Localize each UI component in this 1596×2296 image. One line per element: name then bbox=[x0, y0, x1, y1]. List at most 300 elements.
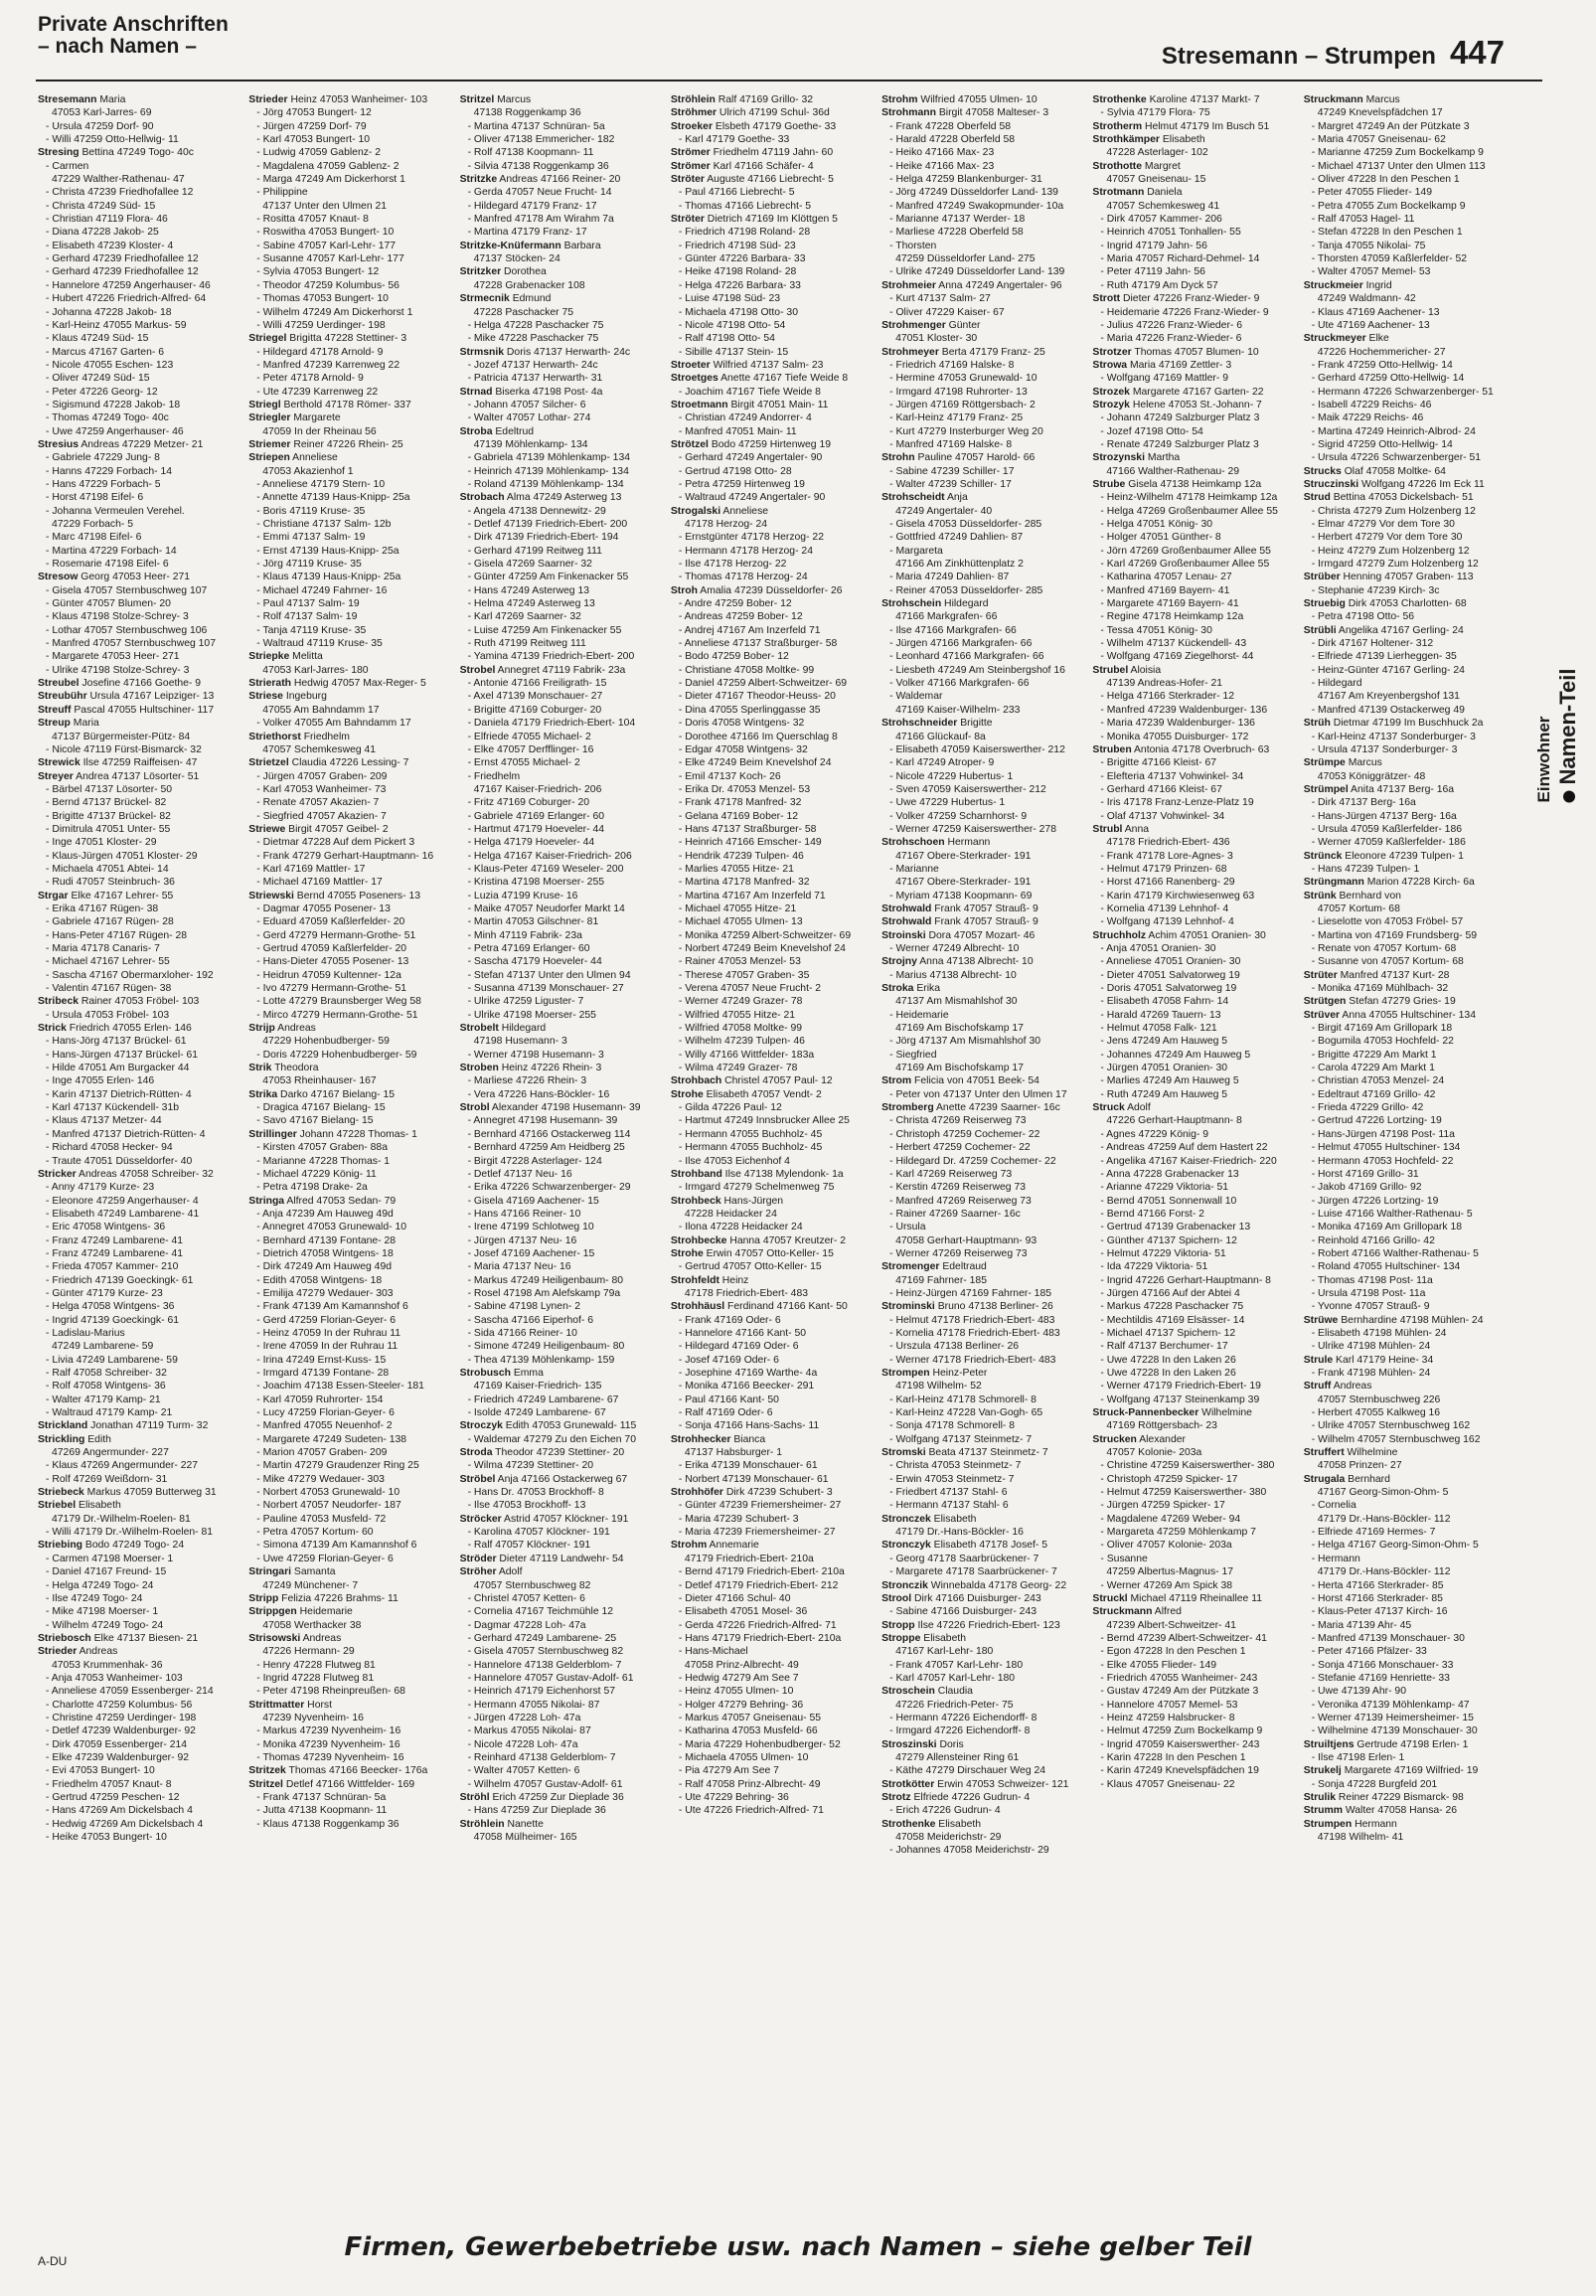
directory-entry bbox=[881, 478, 1086, 491]
entry-details: - Heinz 47059 In der Ruhrau 11 bbox=[256, 1327, 401, 1339]
entry-details: - Anneliese 47137 Straßburger- 58 bbox=[678, 638, 838, 650]
entry-details: - Helga 47179 Hoeveler- 44 bbox=[467, 837, 595, 849]
entry-details: - Magdalena 47059 Gablenz- 2 bbox=[256, 160, 399, 172]
directory-entry bbox=[881, 637, 1086, 650]
directory-entry bbox=[1092, 969, 1297, 982]
directory-entry bbox=[460, 1234, 665, 1247]
directory-entry bbox=[671, 823, 876, 836]
surname: Strohhöfer bbox=[670, 1487, 723, 1499]
entry-details: - Peter von 47137 Unter den Ulmen 17 bbox=[889, 1088, 1067, 1100]
entry-details: - Ursula 47198 Post- 11a bbox=[1311, 1287, 1426, 1299]
directory-entry bbox=[1304, 677, 1509, 690]
directory-entry bbox=[881, 1260, 1086, 1273]
entry-details: - Renate 47249 Salzburger Platz 3 bbox=[1100, 438, 1259, 450]
directory-entry bbox=[1092, 240, 1297, 252]
directory-entry bbox=[671, 1579, 876, 1592]
entry-details: - Traute 47051 Düsseldorfer- 40 bbox=[46, 1155, 193, 1167]
surname: Stringa bbox=[248, 1195, 285, 1207]
surname: Striepen bbox=[248, 452, 290, 464]
directory-entry bbox=[671, 332, 876, 345]
surname: Strietzel bbox=[248, 757, 289, 769]
directory-entry bbox=[1304, 743, 1509, 756]
directory-entry bbox=[38, 1247, 242, 1260]
directory-entry bbox=[38, 1831, 242, 1844]
directory-entry bbox=[460, 1526, 665, 1539]
directory-entry bbox=[248, 505, 453, 518]
directory-entry bbox=[248, 160, 453, 173]
directory-entry bbox=[1304, 1141, 1509, 1154]
directory-entry bbox=[460, 399, 665, 411]
directory-entry bbox=[881, 306, 1086, 319]
entry-details: - Inge 47055 Erlen- 146 bbox=[46, 1075, 155, 1087]
entry-details: - Irene 47059 In der Ruhrau 11 bbox=[256, 1341, 399, 1353]
directory-entry bbox=[1304, 796, 1509, 809]
entry-details: - Kornelia 47139 Lehnhof- 4 bbox=[1100, 902, 1229, 914]
directory-entry bbox=[1304, 173, 1509, 186]
surname: Strümpel bbox=[1303, 783, 1349, 795]
directory-entry bbox=[1092, 1565, 1297, 1578]
directory-entry bbox=[248, 1300, 453, 1313]
directory-entry bbox=[460, 1406, 665, 1419]
directory-entry bbox=[881, 1274, 1086, 1287]
entry-details: - Hannelore 47138 Gelderblom- 7 bbox=[467, 1659, 622, 1671]
entry-details: - Karolina 47057 Klöckner- 191 bbox=[467, 1527, 610, 1539]
entry-details: Bernhardine 47198 Mühlen- 24 bbox=[1338, 1314, 1484, 1326]
directory-entry bbox=[248, 93, 453, 106]
entry-details: Hildegard bbox=[941, 598, 989, 610]
entry-details: - Helga 47058 Wintgens- 36 bbox=[46, 1301, 175, 1313]
directory-entry bbox=[881, 1738, 1086, 1751]
entry-details: - Oliver 47229 Kaiser- 67 bbox=[889, 306, 1005, 318]
entry-details: - Susanne bbox=[1100, 1553, 1148, 1564]
directory-entry bbox=[1092, 120, 1297, 133]
entry-details: - Ralf 47169 Oder- 6 bbox=[678, 1407, 773, 1419]
directory-entry bbox=[671, 1380, 876, 1393]
surname: Strillinger bbox=[248, 1128, 297, 1140]
entry-details: - Jürgen 47259 Spicker- 17 bbox=[1100, 1500, 1225, 1512]
directory-entry bbox=[460, 731, 665, 743]
entry-details: - Walter 47239 Schiller- 17 bbox=[889, 478, 1012, 490]
directory-entry bbox=[248, 1539, 453, 1552]
entry-details: Winnebalda 47178 Georg- 22 bbox=[927, 1579, 1067, 1591]
directory-entry bbox=[881, 1844, 1086, 1857]
directory-entry bbox=[671, 571, 876, 583]
directory-entry bbox=[1304, 319, 1509, 332]
directory-entry bbox=[881, 624, 1086, 637]
directory-entry bbox=[248, 1672, 453, 1685]
directory-entry bbox=[460, 677, 665, 690]
entry-details: Elke 47167 Lehrer- 55 bbox=[68, 890, 174, 902]
directory-entry bbox=[1092, 1022, 1297, 1035]
entry-details: Darko 47167 Bielang- 15 bbox=[277, 1088, 396, 1100]
entry-details: Maria bbox=[70, 718, 99, 730]
directory-entry bbox=[881, 597, 1086, 610]
entry-details: Hildegard bbox=[498, 1023, 547, 1035]
directory-entry bbox=[881, 1818, 1086, 1831]
entry-details: - Karl 47269 Saarner- 32 bbox=[467, 611, 581, 623]
surname: Stronczik bbox=[881, 1579, 928, 1591]
directory-entry bbox=[881, 292, 1086, 305]
directory-entry bbox=[248, 306, 453, 319]
entry-details: - Petra 47259 Hirtenweg 19 bbox=[678, 478, 805, 490]
directory-entry bbox=[881, 1074, 1086, 1087]
directory-entry bbox=[38, 610, 242, 623]
entry-details: - Frank 47198 Mühlen- 24 bbox=[1311, 1368, 1431, 1379]
entry-details: - Susanna 47139 Monschauer- 27 bbox=[467, 983, 624, 995]
surname: Ströhl bbox=[459, 1792, 490, 1803]
entry-details: - Helga 47166 Sterkrader- 12 bbox=[1100, 691, 1234, 703]
entry-details: - Michael 47167 Lehrer- 55 bbox=[46, 956, 170, 968]
entry-details: Brigitte bbox=[957, 718, 993, 730]
directory-entry bbox=[1304, 1499, 1509, 1512]
directory-entry bbox=[38, 1699, 242, 1712]
entry-details: - Johann 47057 Silcher- 6 bbox=[467, 399, 586, 410]
directory-entry bbox=[248, 1234, 453, 1247]
entry-details: - Christa 47239 Friedhofallee 12 bbox=[46, 187, 194, 199]
entry-details: - Andreas 47259 Auf dem Hastert 22 bbox=[1100, 1142, 1268, 1154]
directory-entry bbox=[671, 200, 876, 213]
entry-details: - Hannelore 47166 Kant- 50 bbox=[678, 1327, 807, 1339]
entry-details: - Josephine 47169 Warthe- 4a bbox=[678, 1368, 818, 1379]
entry-details: - Diana 47228 Jakob- 25 bbox=[46, 227, 159, 239]
entry-details: - Michael 47169 Mattler- 17 bbox=[256, 877, 383, 889]
entry-details: 47166 Markgrafen- 66 bbox=[895, 611, 998, 623]
directory-entry bbox=[460, 425, 665, 438]
directory-entry bbox=[881, 1247, 1086, 1260]
directory-entry bbox=[671, 386, 876, 399]
directory-entry bbox=[881, 1221, 1086, 1233]
entry-details: 47139 Andreas-Hofer- 21 bbox=[1106, 678, 1223, 690]
directory-entry bbox=[38, 1605, 242, 1618]
directory-entry bbox=[671, 1406, 876, 1419]
directory-entry bbox=[1304, 226, 1509, 239]
entry-details: 47279 Allensteiner Ring 61 bbox=[895, 1751, 1020, 1763]
entry-details: - Nicole 47119 Fürst-Bismarck- 32 bbox=[46, 743, 202, 755]
entry-details: Bianca bbox=[730, 1433, 766, 1445]
entry-details: 47057 Sternbuschweg 82 bbox=[473, 1579, 591, 1591]
entry-details: - Friedrich 47169 Halske- 8 bbox=[889, 359, 1015, 371]
entry-details: - Tanja 47119 Kruse- 35 bbox=[256, 624, 367, 636]
entry-details: 47229 Walther-Rathenau- 47 bbox=[52, 174, 185, 186]
directory-entry bbox=[881, 1380, 1086, 1393]
entry-details: - Volker 47055 Am Bahndamm 17 bbox=[256, 718, 411, 730]
entry-details: Manfred 47137 Kurt- 28 bbox=[1337, 969, 1450, 981]
directory-entry bbox=[460, 505, 665, 518]
entry-details: Andreas 47229 Metzer- 21 bbox=[79, 438, 204, 450]
entry-details: - Sabine 47057 Karl-Lehr- 177 bbox=[256, 240, 397, 251]
entry-details: - Ernst 47139 Haus-Knipp- 25a bbox=[256, 545, 399, 557]
entry-details: Ursula 47167 Leipziger- 13 bbox=[86, 691, 215, 703]
directory-entry bbox=[1304, 438, 1509, 451]
entry-details: - Willi 47179 Dr.-Wilhelm-Roelen- 81 bbox=[46, 1527, 214, 1539]
directory-entry bbox=[671, 1287, 876, 1300]
directory-entry bbox=[38, 438, 242, 451]
directory-entry bbox=[881, 1354, 1086, 1367]
entry-details: - Marliese 47226 Rhein- 3 bbox=[467, 1075, 587, 1087]
entry-details: - Sascha 47179 Hoeveler- 44 bbox=[467, 956, 602, 968]
directory-entry bbox=[1092, 1367, 1297, 1380]
entry-details: Hermann bbox=[1352, 1818, 1397, 1830]
entry-details: - Harald 47269 Tauern- 13 bbox=[1100, 1009, 1221, 1021]
entry-details: 47249 Angertaler- 40 bbox=[895, 505, 993, 517]
directory-entry bbox=[38, 1074, 242, 1087]
directory-entry bbox=[881, 915, 1086, 928]
directory-entry bbox=[460, 200, 665, 213]
directory-entry bbox=[1304, 1433, 1509, 1446]
entry-details: Samanta bbox=[291, 1566, 336, 1578]
entry-details: - Christoph 47259 Cochemer- 22 bbox=[889, 1128, 1040, 1140]
entry-details: - Hedwig 47279 Am See 7 bbox=[678, 1672, 799, 1684]
entry-details: - Karl 47053 Wanheimer- 73 bbox=[256, 783, 387, 795]
directory-entry bbox=[1092, 1406, 1297, 1419]
entry-details: - Bernd 47179 Friedrich-Ebert- 210a bbox=[678, 1566, 845, 1578]
directory-entry bbox=[881, 1685, 1086, 1698]
entry-details: Anette 47239 Saarner- 16c bbox=[933, 1102, 1060, 1114]
directory-entry bbox=[460, 226, 665, 239]
directory-entry bbox=[38, 1300, 242, 1313]
entry-details: - Heinz 47259 Halsbrucker- 8 bbox=[1100, 1712, 1235, 1723]
surname: Stromberg bbox=[881, 1102, 934, 1114]
entry-details: - Markus 47055 Nikolai- 87 bbox=[467, 1725, 591, 1737]
directory-entry bbox=[248, 1035, 453, 1048]
directory-entry bbox=[881, 1699, 1086, 1712]
entry-details: - Wilhelmine 47139 Monschauer- 30 bbox=[1311, 1725, 1478, 1737]
entry-details: - Maria 47226 Franz-Wieder- 6 bbox=[1100, 333, 1242, 345]
directory-entry bbox=[881, 240, 1086, 252]
entry-details: 47053 Rheinhauser- 167 bbox=[262, 1075, 377, 1087]
entry-details: Angelika 47167 Gerling- 24 bbox=[1336, 624, 1464, 636]
entry-details: 47169 Kaiser-Wilhelm- 233 bbox=[895, 704, 1021, 716]
entry-details: - Maria 47239 Friemersheimer- 27 bbox=[678, 1527, 836, 1539]
entry-details: - Jörg 47249 Düsseldorfer Land- 139 bbox=[889, 187, 1058, 199]
directory-entry bbox=[671, 650, 876, 663]
directory-entry bbox=[881, 1672, 1086, 1685]
surname: Strukelj bbox=[1303, 1765, 1342, 1777]
surname: Strnad bbox=[459, 386, 493, 398]
directory-entry bbox=[248, 200, 453, 213]
entry-details: - Elisabeth 47059 Kaiserswerther- 212 bbox=[889, 743, 1065, 755]
directory-entry bbox=[38, 346, 242, 359]
entry-details: - Jutta 47138 Koopmann- 11 bbox=[256, 1805, 388, 1817]
entry-details: - Mechtildis 47169 Elsässer- 14 bbox=[1100, 1314, 1245, 1326]
directory-entry bbox=[1304, 545, 1509, 558]
entry-details: - Friedhelm 47057 Knaut- 8 bbox=[46, 1778, 172, 1790]
directory-entry bbox=[1092, 372, 1297, 385]
directory-entry bbox=[248, 1473, 453, 1486]
surname: Stritzek bbox=[248, 1765, 286, 1777]
directory-entry bbox=[460, 1486, 665, 1499]
directory-entry bbox=[460, 531, 665, 544]
entry-details: - Veronika 47139 Möhlenkamp- 47 bbox=[1311, 1699, 1470, 1711]
entry-details: - Ulrike 47249 Düsseldorfer Land- 139 bbox=[889, 266, 1065, 278]
directory-entry bbox=[1304, 1327, 1509, 1340]
directory-entry bbox=[881, 1645, 1086, 1658]
directory-entry bbox=[38, 1579, 242, 1592]
entry-details: - Markus 47239 Nyvenheim- 16 bbox=[256, 1725, 401, 1737]
directory-entry bbox=[248, 756, 453, 769]
directory-entry bbox=[881, 1141, 1086, 1154]
directory-entry bbox=[671, 1168, 876, 1181]
directory-entry bbox=[1304, 836, 1509, 849]
entry-details: Friedrich 47055 Erlen- 146 bbox=[66, 1023, 192, 1035]
entry-details: - Klaus-Peter 47137 Kirch- 16 bbox=[1311, 1606, 1448, 1618]
directory-entry bbox=[1304, 1831, 1509, 1844]
directory-entry bbox=[881, 890, 1086, 902]
directory-entry bbox=[38, 890, 242, 902]
entry-details: Edith 47053 Grunewald- 115 bbox=[502, 1420, 637, 1432]
directory-entry bbox=[881, 1553, 1086, 1565]
entry-details: - Ulrike 47057 Sternbuschweg 162 bbox=[1311, 1420, 1471, 1432]
entry-details: - Minh 47119 Fabrik- 23a bbox=[467, 929, 582, 941]
directory-entry bbox=[881, 146, 1086, 159]
directory-entry bbox=[1304, 1486, 1509, 1499]
surname: Strick bbox=[38, 1023, 67, 1035]
directory-entry bbox=[671, 876, 876, 889]
entry-details: - Gustav 47249 Am der Pützkate 3 bbox=[1100, 1686, 1259, 1698]
directory-entry bbox=[671, 1022, 876, 1035]
directory-entry bbox=[1304, 120, 1509, 133]
directory-entry bbox=[248, 411, 453, 424]
directory-entry bbox=[38, 1712, 242, 1724]
entry-details: - Elisabeth 47249 Lambarene- 41 bbox=[46, 1208, 200, 1220]
directory-entry bbox=[1304, 1260, 1509, 1273]
directory-entry bbox=[1092, 584, 1297, 597]
entry-details: Marcus bbox=[494, 94, 532, 105]
entry-details: - Michael 47055 Hitze- 21 bbox=[678, 902, 797, 914]
entry-details: - Edeltraut 47169 Grillo- 42 bbox=[1311, 1088, 1436, 1100]
directory-entry bbox=[460, 186, 665, 199]
entry-details: Elisabeth 47178 Josef- 5 bbox=[930, 1540, 1048, 1552]
surname: Struckmeier bbox=[1303, 279, 1363, 291]
entry-details: - Brigitte 47166 Kleist- 67 bbox=[1100, 757, 1217, 769]
entry-details: - Maria 47239 Schubert- 3 bbox=[678, 1513, 799, 1525]
directory-entry bbox=[1304, 1778, 1509, 1791]
directory-entry bbox=[881, 133, 1086, 146]
directory-entry bbox=[1304, 213, 1509, 226]
entry-details: Bernd 47055 Poseners- 13 bbox=[293, 890, 421, 902]
directory-entry bbox=[1092, 902, 1297, 915]
entry-details: - Uwe 47259 Angerhauser- 46 bbox=[46, 425, 184, 437]
entry-details: 47058 Meiderichstr- 29 bbox=[895, 1832, 1002, 1844]
entry-details: - Hannelore 47057 Memel- 53 bbox=[1100, 1699, 1238, 1711]
entry-details: - Hermann 47226 Schwarzenberger- 51 bbox=[1311, 386, 1494, 398]
entry-details: Elisabeth bbox=[920, 1632, 967, 1644]
directory-entry bbox=[460, 1553, 665, 1565]
directory-entry bbox=[881, 863, 1086, 876]
directory-entry bbox=[38, 1314, 242, 1327]
directory-entry bbox=[38, 942, 242, 955]
directory-entry bbox=[1304, 1195, 1509, 1208]
entry-details: 47167 Obere-Sterkrader- 191 bbox=[895, 850, 1032, 862]
entry-details: - Friedrich 47198 Süd- 23 bbox=[678, 240, 796, 251]
directory-entry bbox=[248, 955, 453, 968]
surname: Strohe bbox=[670, 1088, 704, 1100]
entry-details: 47228 Asterlager- 102 bbox=[1106, 147, 1208, 159]
entry-details: - Katharina 47057 Lenau- 27 bbox=[1100, 572, 1232, 583]
directory-entry bbox=[1304, 1539, 1509, 1552]
directory-entry bbox=[1092, 890, 1297, 902]
directory-entry bbox=[38, 743, 242, 756]
entry-details: Anja 47166 Ostackerweg 67 bbox=[495, 1473, 628, 1485]
entry-details: Elke bbox=[1365, 333, 1389, 345]
directory-entry bbox=[1304, 1114, 1509, 1127]
entry-details: - Jörg 47137 Am Mismahlshof 30 bbox=[889, 1036, 1041, 1048]
directory-entry bbox=[881, 1035, 1086, 1048]
directory-entry bbox=[1304, 386, 1509, 399]
entry-details: Wilhelmine bbox=[1344, 1447, 1398, 1459]
entry-details: - Ingrid 47179 Jahn- 56 bbox=[1100, 240, 1207, 251]
entry-details: Bodo 47259 Hirtenweg 19 bbox=[708, 438, 831, 450]
directory-entry bbox=[881, 731, 1086, 743]
entry-details: - Ilse 47178 Herzog- 22 bbox=[678, 559, 787, 571]
directory-entry bbox=[1304, 1791, 1509, 1804]
entry-details: Andrea 47137 Lösorter- 51 bbox=[73, 770, 200, 782]
directory-entry bbox=[671, 1539, 876, 1552]
entry-details: Biserka 47198 Post- 4a bbox=[492, 386, 603, 398]
entry-details: - Hans 47259 Zur Dieplade 36 bbox=[467, 1805, 606, 1817]
directory-entry bbox=[881, 1234, 1086, 1247]
directory-entry bbox=[38, 1406, 242, 1419]
entry-details: - Hildegard 47178 Arnold- 9 bbox=[256, 346, 384, 358]
directory-entry bbox=[1092, 1751, 1297, 1764]
directory-entry bbox=[460, 1208, 665, 1221]
directory-entry bbox=[1304, 1565, 1509, 1578]
directory-entry bbox=[1304, 1367, 1509, 1380]
entry-details: - Friedrich 47139 Goeckingk- 61 bbox=[46, 1274, 194, 1286]
entry-details: - Martin 47279 Graudenzer Ring 25 bbox=[256, 1460, 419, 1472]
directory-entry bbox=[1304, 1632, 1509, 1645]
directory-entry bbox=[460, 876, 665, 889]
directory-entry bbox=[671, 1473, 876, 1486]
directory-entry bbox=[38, 240, 242, 252]
directory-entry bbox=[38, 518, 242, 531]
entry-details: Ilse 47259 Raiffeisen- 47 bbox=[80, 757, 198, 769]
entry-details: - Iris 47178 Franz-Lenze-Platz 19 bbox=[1100, 797, 1254, 809]
entry-details: - Karl-Heinz 47055 Markus- 59 bbox=[46, 319, 187, 331]
entry-details: - Elefteria 47137 Vohwinkel- 34 bbox=[1100, 770, 1244, 782]
directory-entry bbox=[460, 1327, 665, 1340]
directory-entry bbox=[671, 1619, 876, 1632]
entry-details: - Antonie 47166 Freiligrath- 15 bbox=[467, 678, 607, 690]
entry-details: Ralf 47169 Grillo- 32 bbox=[715, 94, 814, 105]
directory-entry bbox=[881, 1101, 1086, 1114]
directory-entry bbox=[248, 597, 453, 610]
entry-details: 47058 Mülheimer- 165 bbox=[473, 1832, 577, 1844]
directory-entry bbox=[1092, 1592, 1297, 1605]
entry-details: Wilfried 47055 Ulmen- 10 bbox=[917, 94, 1037, 105]
directory-entry bbox=[881, 1605, 1086, 1618]
entry-details: 47198 Husemann- 3 bbox=[473, 1036, 567, 1048]
entry-details: - Friedrich 47198 Roland- 28 bbox=[678, 227, 811, 239]
entry-details: 47057 Gneisenau- 15 bbox=[1106, 174, 1206, 186]
entry-details: - Peter 47119 Jahn- 56 bbox=[1100, 266, 1205, 278]
entry-details: - Johanna 47228 Jakob- 18 bbox=[46, 306, 172, 318]
directory-entry bbox=[248, 1181, 453, 1194]
entry-details: 47198 Wilhelm- 41 bbox=[1317, 1832, 1404, 1844]
directory-entry bbox=[38, 1526, 242, 1539]
directory-entry bbox=[38, 902, 242, 915]
entry-details: - Jakob 47169 Grillo- 92 bbox=[1311, 1182, 1422, 1194]
entry-details: - Dirk 47139 Friedrich-Ebert- 194 bbox=[467, 532, 619, 544]
surname: Ströhmer bbox=[670, 107, 718, 119]
entry-details: - Gisela 47169 Aachener- 15 bbox=[467, 1195, 599, 1207]
entry-details: 47057 Schemkesweg 41 bbox=[262, 743, 377, 755]
surname: Strohmann bbox=[881, 107, 936, 119]
entry-details: - Hans 47137 Straßburger- 58 bbox=[678, 823, 817, 835]
directory-entry bbox=[1092, 1499, 1297, 1512]
directory-entry bbox=[460, 146, 665, 159]
directory-entry bbox=[1092, 1141, 1297, 1154]
